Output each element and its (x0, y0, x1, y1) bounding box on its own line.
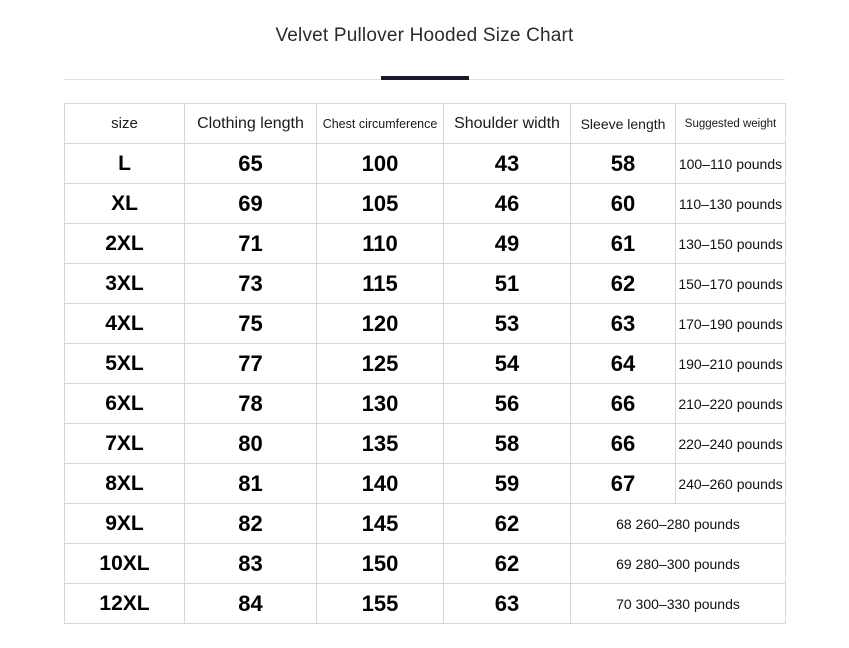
size-chart-container (64, 103, 785, 624)
cell-shoulder-width: 59 (444, 464, 571, 504)
cell-clothing-length: 82 (185, 504, 317, 544)
cell-chest-circumference: 125 (317, 344, 444, 384)
table-row (65, 144, 786, 184)
cell-chest-circumference: 140 (317, 464, 444, 504)
cell-shoulder-width: 58 (444, 424, 571, 464)
cell-shoulder-width: 51 (444, 264, 571, 304)
cell-sleeve-length: 66 (571, 384, 676, 424)
cell-shoulder-width: 43 (444, 144, 571, 184)
cell-sleeve-length: 62 (571, 264, 676, 304)
cell-suggested-weight: 240–260 pounds (676, 464, 786, 504)
cell-size: 3XL (65, 264, 185, 304)
cell-sleeve-length: 64 (571, 344, 676, 384)
cell-sleeve-length: 60 (571, 184, 676, 224)
cell-size: 12XL (65, 584, 185, 624)
cell-size: 4XL (65, 304, 185, 344)
header-clothing-length: Clothing length (185, 104, 317, 144)
cell-sleeve-and-weight: 69 280–300 pounds (571, 544, 786, 584)
table-header (65, 104, 786, 144)
title-divider (0, 69, 849, 91)
cell-clothing-length: 78 (185, 384, 317, 424)
cell-size: 2XL (65, 224, 185, 264)
cell-clothing-length: 83 (185, 544, 317, 584)
cell-sleeve-length: 63 (571, 304, 676, 344)
header-row (65, 104, 786, 144)
cell-shoulder-width: 53 (444, 304, 571, 344)
cell-sleeve-length: 66 (571, 424, 676, 464)
table-row (65, 184, 786, 224)
cell-sleeve-and-weight: 70 300–330 pounds (571, 584, 786, 624)
cell-sleeve-length: 67 (571, 464, 676, 504)
cell-clothing-length: 77 (185, 344, 317, 384)
cell-clothing-length: 73 (185, 264, 317, 304)
cell-chest-circumference: 150 (317, 544, 444, 584)
cell-chest-circumference: 120 (317, 304, 444, 344)
cell-shoulder-width: 56 (444, 384, 571, 424)
cell-size: XL (65, 184, 185, 224)
cell-suggested-weight: 220–240 pounds (676, 424, 786, 464)
cell-clothing-length: 81 (185, 464, 317, 504)
header-chest-circumference: Chest circumference (317, 104, 444, 144)
table-body (65, 144, 786, 624)
cell-shoulder-width: 46 (444, 184, 571, 224)
table-row (65, 224, 786, 264)
cell-sleeve-length: 61 (571, 224, 676, 264)
header-suggested-weight: Suggested weight (676, 104, 786, 144)
header-size: size (65, 104, 185, 144)
table-row (65, 544, 786, 584)
cell-shoulder-width: 49 (444, 224, 571, 264)
cell-chest-circumference: 145 (317, 504, 444, 544)
table-row (65, 384, 786, 424)
cell-suggested-weight: 100–110 pounds (676, 144, 786, 184)
divider-accent (381, 76, 469, 80)
header-sleeve-length: Sleeve length (571, 104, 676, 144)
cell-sleeve-and-weight: 68 260–280 pounds (571, 504, 786, 544)
cell-chest-circumference: 155 (317, 584, 444, 624)
cell-suggested-weight: 130–150 pounds (676, 224, 786, 264)
cell-shoulder-width: 54 (444, 344, 571, 384)
cell-chest-circumference: 130 (317, 384, 444, 424)
table-row (65, 464, 786, 504)
cell-shoulder-width: 62 (444, 544, 571, 584)
cell-size: L (65, 144, 185, 184)
table-row (65, 504, 786, 544)
cell-chest-circumference: 100 (317, 144, 444, 184)
cell-shoulder-width: 62 (444, 504, 571, 544)
size-chart-table (64, 103, 786, 624)
cell-suggested-weight: 210–220 pounds (676, 384, 786, 424)
cell-size: 8XL (65, 464, 185, 504)
table-row (65, 304, 786, 344)
cell-size: 6XL (65, 384, 185, 424)
cell-chest-circumference: 105 (317, 184, 444, 224)
cell-size: 10XL (65, 544, 185, 584)
cell-clothing-length: 65 (185, 144, 317, 184)
table-row (65, 584, 786, 624)
cell-sleeve-length: 58 (571, 144, 676, 184)
cell-clothing-length: 84 (185, 584, 317, 624)
cell-suggested-weight: 110–130 pounds (676, 184, 786, 224)
cell-clothing-length: 71 (185, 224, 317, 264)
cell-clothing-length: 75 (185, 304, 317, 344)
cell-chest-circumference: 115 (317, 264, 444, 304)
cell-chest-circumference: 135 (317, 424, 444, 464)
cell-chest-circumference: 110 (317, 224, 444, 264)
cell-suggested-weight: 190–210 pounds (676, 344, 786, 384)
cell-size: 5XL (65, 344, 185, 384)
cell-size: 9XL (65, 504, 185, 544)
cell-clothing-length: 80 (185, 424, 317, 464)
cell-shoulder-width: 63 (444, 584, 571, 624)
cell-suggested-weight: 170–190 pounds (676, 304, 786, 344)
table-row (65, 264, 786, 304)
table-row (65, 344, 786, 384)
table-row (65, 424, 786, 464)
page-title: Velvet Pullover Hooded Size Chart (275, 25, 574, 46)
header-shoulder-width: Shoulder width (444, 104, 571, 144)
cell-size: 7XL (65, 424, 185, 464)
cell-suggested-weight: 150–170 pounds (676, 264, 786, 304)
cell-clothing-length: 69 (185, 184, 317, 224)
